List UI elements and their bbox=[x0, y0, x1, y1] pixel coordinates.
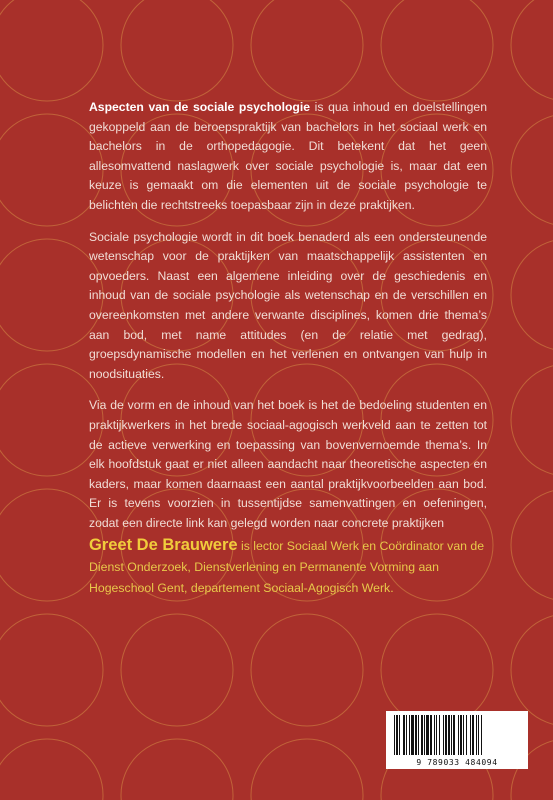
barcode-bar bbox=[424, 715, 425, 755]
barcode-bar bbox=[472, 715, 474, 755]
barcode-bar bbox=[421, 715, 423, 755]
barcode-bar bbox=[463, 715, 464, 755]
decorative-circle bbox=[511, 114, 553, 226]
blurb-paragraph-3: Via de vorm en de inhoud van het boek is het de bedoeling studenten en praktijkwerkers in het brede sociaal-agogisch werkveld aan te zetten tot de actieve verwerking en toepassing van bovenvernoemde thema’s. In elk hoofdstuk gaat er niet alleen aandacht naar theoretische aspecten en kaders, maar komen daarnaast een aantal praktijkvoorbeelden aan bod. Er is tevens voorzien in tussentijdse samenvattingen en oefeningen, zodat een directe link kan gelegd worden naar concrete praktijken bbox=[89, 398, 487, 530]
barcode-bar bbox=[443, 715, 444, 755]
barcode-bar bbox=[439, 715, 440, 755]
decorative-circle bbox=[511, 0, 553, 101]
barcode-bar bbox=[403, 715, 405, 755]
blurb bbox=[89, 98, 487, 545]
barcode-bar bbox=[478, 715, 479, 755]
barcode-bar bbox=[445, 715, 447, 755]
author-name: Greet De Brauwere bbox=[89, 536, 238, 554]
barcode-bar bbox=[451, 715, 452, 755]
barcode-bar bbox=[430, 715, 432, 755]
barcode-bar bbox=[458, 715, 459, 755]
barcode-bar bbox=[394, 715, 395, 755]
decorative-circle bbox=[511, 489, 553, 601]
barcode-bar bbox=[426, 715, 429, 755]
blurb-paragraph-2: Sociale psychologie wordt in dit boek benaderd als een ondersteunende wetenschap voor de praktijken van maatschappelijk assistenten en opvoeders. Naast een algemene inleiding over de geschiedenis en inhoud van de sociale psychologie als wetenschap en de verschillen en overeenkomsten met andere verwante disciplines, komen drie thema’s aan bod, met name attitudes (en de relatie met gedrag), groepsdynamische modellen en het verlenen en ontvangen van hulp in noodsituaties. bbox=[89, 229, 487, 381]
decorative-circle bbox=[0, 239, 103, 351]
decorative-circle bbox=[121, 0, 233, 101]
decorative-circle bbox=[511, 239, 553, 351]
barcode-bar bbox=[448, 715, 450, 755]
decorative-circle bbox=[251, 739, 363, 800]
barcode-bar bbox=[409, 715, 410, 755]
decorative-circle bbox=[511, 364, 553, 476]
decorative-circle bbox=[251, 0, 363, 101]
author-description: is lector Sociaal Werk en Coördinator van de Dienst Onderzoek, Dienstverlening en Permanente Vorming aan Hogeschool Gent, departement Sociaal-Agogisch Werk. bbox=[89, 539, 485, 595]
barcode-bar bbox=[411, 715, 414, 755]
decorative-circle bbox=[121, 739, 233, 800]
decorative-circle bbox=[381, 614, 493, 726]
decorative-circle bbox=[0, 364, 103, 476]
decorative-circle bbox=[0, 614, 103, 726]
barcode-bar bbox=[434, 715, 435, 755]
decorative-circle bbox=[251, 614, 363, 726]
decorative-circle bbox=[0, 489, 103, 601]
decorative-circle bbox=[0, 0, 103, 101]
decorative-circle bbox=[381, 0, 493, 101]
decorative-circle bbox=[121, 614, 233, 726]
author-bio bbox=[89, 535, 489, 599]
barcode-bar bbox=[481, 715, 482, 755]
blurb-paragraph-1-text: is qua inhoud en doelstellingen gekoppeld aan de beroepspraktijk van bachelors in het sociaal werk en bachelors in de orthopedagogie. Dit betekent dat het geen allesomvattend naslagwerk over sociale psychologie is, maar dat een keuze is gemaakt om die elementen uit de sociale psychologie te belichten die rechtstreeks toepasbaar zijn in deze praktijken. bbox=[89, 100, 487, 212]
decorative-circle bbox=[0, 114, 103, 226]
barcode-bar bbox=[406, 715, 407, 755]
barcode-bar bbox=[470, 715, 471, 755]
barcode-bar bbox=[466, 715, 467, 755]
barcode-bars bbox=[392, 715, 522, 757]
barcode-bar bbox=[436, 715, 437, 755]
barcode-bar bbox=[476, 715, 477, 755]
barcode bbox=[386, 711, 528, 769]
book-title-inline: Aspecten van de sociale psychologie bbox=[89, 100, 311, 114]
barcode-bar bbox=[418, 715, 419, 755]
barcode-bar bbox=[453, 715, 455, 755]
barcode-bar bbox=[415, 715, 417, 755]
decorative-circle bbox=[511, 614, 553, 726]
barcode-bar bbox=[460, 715, 462, 755]
decorative-circle bbox=[0, 739, 103, 800]
barcode-bar bbox=[396, 715, 398, 755]
barcode-bar bbox=[399, 715, 400, 755]
blurb-paragraph-1 bbox=[89, 98, 487, 216]
isbn-number: 9 789033 484094 bbox=[416, 758, 498, 767]
